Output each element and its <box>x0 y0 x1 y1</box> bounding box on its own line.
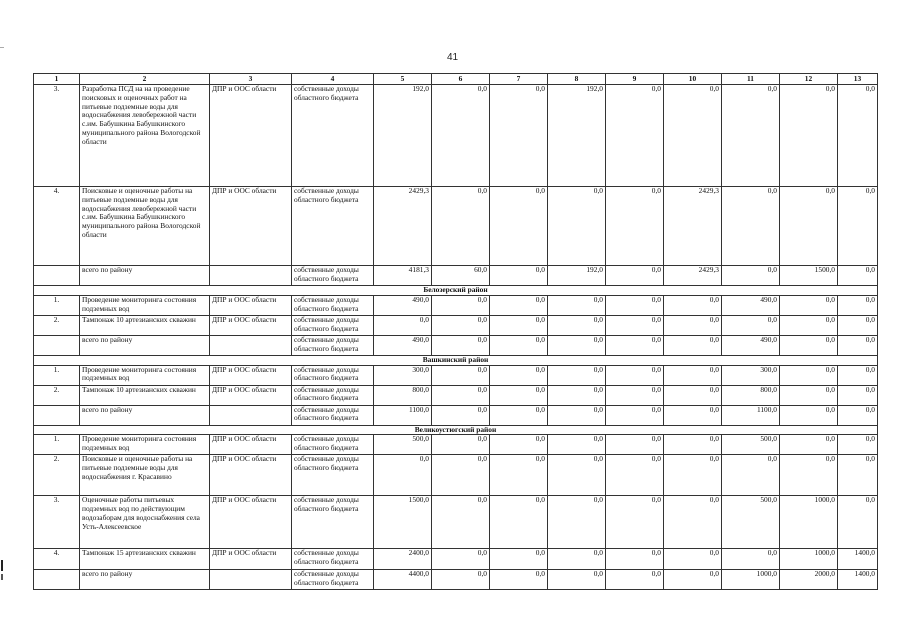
funding-source: собственные доходы областного бюджета <box>292 85 374 187</box>
amount-cell: 0,0 <box>606 570 664 590</box>
amount-cell: 800,0 <box>374 385 432 405</box>
column-number-header: 8 <box>548 74 606 85</box>
amount-cell: 1000,0 <box>722 570 780 590</box>
funding-source: собственные доходы областного бюджета <box>292 335 374 355</box>
amount-cell: 0,0 <box>722 266 780 286</box>
amount-cell: 0,0 <box>664 295 722 315</box>
amount-cell: 0,0 <box>780 435 838 455</box>
table-row <box>34 385 878 405</box>
amount-cell: 0,0 <box>548 385 606 405</box>
amount-cell: 0,0 <box>838 187 878 266</box>
amount-cell: 0,0 <box>606 187 664 266</box>
funding-source: собственные доходы областного бюджета <box>292 365 374 385</box>
amount-cell: 0,0 <box>780 405 838 425</box>
table-row <box>34 295 878 315</box>
amount-cell: 500,0 <box>722 435 780 455</box>
amount-cell: 0,0 <box>664 335 722 355</box>
amount-cell: 0,0 <box>780 295 838 315</box>
activity-description: Тампонаж 10 артезианских скважин <box>80 385 210 405</box>
responsible-executor: ДПР и ООС области <box>210 496 292 549</box>
amount-cell: 0,0 <box>838 496 878 549</box>
amount-cell: 500,0 <box>722 496 780 549</box>
activity-description: Проведение мониторинга состояния подземных вод <box>80 435 210 455</box>
amount-cell: 1000,0 <box>780 496 838 549</box>
amount-cell: 0,0 <box>606 335 664 355</box>
margin-tick <box>0 47 4 48</box>
responsible-executor: ДПР и ООС области <box>210 435 292 455</box>
amount-cell: 0,0 <box>664 315 722 335</box>
amount-cell: 0,0 <box>548 365 606 385</box>
amount-cell: 0,0 <box>606 405 664 425</box>
column-number-header: 11 <box>722 74 780 85</box>
district-name: Великоустюгский район <box>34 425 878 435</box>
activity-description: всего по району <box>80 570 210 590</box>
column-number-header: 7 <box>490 74 548 85</box>
activity-description: Поисковые и оценочные работы на питьевые подземные воды для водоснабжения левобережной части с.им. Бабушкина Бабушкинского муниципального района Вологодской области <box>80 187 210 266</box>
amount-cell: 192,0 <box>374 85 432 187</box>
amount-cell: 0,0 <box>490 295 548 315</box>
table-row <box>34 405 878 425</box>
column-number-header: 4 <box>292 74 374 85</box>
amount-cell: 0,0 <box>606 385 664 405</box>
table-row <box>34 315 878 335</box>
amount-cell: 0,0 <box>432 435 490 455</box>
column-number-header: 12 <box>780 74 838 85</box>
responsible-executor: ДПР и ООС области <box>210 85 292 187</box>
amount-cell: 1100,0 <box>722 405 780 425</box>
amount-cell: 0,0 <box>838 435 878 455</box>
amount-cell: 0,0 <box>548 435 606 455</box>
funding-source: собственные доходы областного бюджета <box>292 455 374 496</box>
amount-cell: 0,0 <box>606 85 664 187</box>
amount-cell: 60,0 <box>432 266 490 286</box>
amount-cell: 0,0 <box>432 570 490 590</box>
amount-cell: 0,0 <box>838 405 878 425</box>
amount-cell: 1400,0 <box>838 549 878 570</box>
table-row <box>34 455 878 496</box>
amount-cell: 0,0 <box>838 85 878 187</box>
amount-cell: 0,0 <box>722 187 780 266</box>
row-number <box>34 335 80 355</box>
activity-description: Тампонаж 10 артезианских скважин <box>80 315 210 335</box>
amount-cell: 0,0 <box>490 435 548 455</box>
amount-cell: 0,0 <box>548 549 606 570</box>
amount-cell: 0,0 <box>432 85 490 187</box>
amount-cell: 0,0 <box>606 295 664 315</box>
amount-cell: 0,0 <box>780 455 838 496</box>
amount-cell: 0,0 <box>606 496 664 549</box>
amount-cell: 0,0 <box>780 85 838 187</box>
row-number: 1. <box>34 435 80 455</box>
amount-cell: 0,0 <box>490 496 548 549</box>
amount-cell: 0,0 <box>722 455 780 496</box>
table-row <box>34 549 878 570</box>
amount-cell: 500,0 <box>374 435 432 455</box>
column-number-row <box>34 74 878 85</box>
responsible-executor <box>210 570 292 590</box>
district-name: Вашкинский район <box>34 355 878 365</box>
row-number: 3. <box>34 85 80 187</box>
amount-cell: 0,0 <box>490 187 548 266</box>
district-header-row <box>34 425 878 435</box>
amount-cell: 490,0 <box>722 295 780 315</box>
amount-cell: 0,0 <box>490 455 548 496</box>
column-number-header: 5 <box>374 74 432 85</box>
margin-mark <box>1 560 3 571</box>
amount-cell: 0,0 <box>664 570 722 590</box>
row-number: 2. <box>34 315 80 335</box>
activity-description: Проведение мониторинга состояния подземных вод <box>80 365 210 385</box>
amount-cell: 0,0 <box>838 455 878 496</box>
amount-cell: 0,0 <box>490 266 548 286</box>
amount-cell: 0,0 <box>664 455 722 496</box>
amount-cell: 2429,3 <box>664 266 722 286</box>
table-row <box>34 266 878 286</box>
row-number <box>34 405 80 425</box>
row-number: 1. <box>34 365 80 385</box>
column-number-header: 9 <box>606 74 664 85</box>
funding-source: собственные доходы областного бюджета <box>292 405 374 425</box>
funding-source: собственные доходы областного бюджета <box>292 385 374 405</box>
amount-cell: 1000,0 <box>780 549 838 570</box>
amount-cell: 0,0 <box>780 365 838 385</box>
amount-cell: 0,0 <box>664 496 722 549</box>
row-number: 4. <box>34 549 80 570</box>
activity-description: всего по району <box>80 405 210 425</box>
amount-cell: 0,0 <box>432 187 490 266</box>
amount-cell: 0,0 <box>606 315 664 335</box>
funding-source: собственные доходы областного бюджета <box>292 496 374 549</box>
amount-cell: 0,0 <box>664 435 722 455</box>
district-header-row <box>34 355 878 365</box>
activity-description: Поисковые и оценочные работы на питьевые подземные воды для водоснабжения г. Красавино <box>80 455 210 496</box>
amount-cell: 0,0 <box>490 85 548 187</box>
amount-cell: 0,0 <box>664 385 722 405</box>
amount-cell: 0,0 <box>432 315 490 335</box>
row-number: 4. <box>34 187 80 266</box>
amount-cell: 0,0 <box>722 549 780 570</box>
responsible-executor <box>210 266 292 286</box>
amount-cell: 0,0 <box>548 455 606 496</box>
amount-cell: 0,0 <box>780 335 838 355</box>
amount-cell: 490,0 <box>374 335 432 355</box>
table-row <box>34 570 878 590</box>
amount-cell: 0,0 <box>780 385 838 405</box>
activity-description: всего по району <box>80 266 210 286</box>
activity-description: Проведение мониторинга состояния подземных вод <box>80 295 210 315</box>
amount-cell: 0,0 <box>606 549 664 570</box>
amount-cell: 0,0 <box>664 549 722 570</box>
amount-cell: 2429,3 <box>374 187 432 266</box>
responsible-executor <box>210 335 292 355</box>
amount-cell: 0,0 <box>432 455 490 496</box>
amount-cell: 0,0 <box>722 315 780 335</box>
amount-cell: 0,0 <box>838 335 878 355</box>
column-number-header: 3 <box>210 74 292 85</box>
district-name: Белозерский район <box>34 286 878 296</box>
amount-cell: 0,0 <box>548 295 606 315</box>
amount-cell: 0,0 <box>548 496 606 549</box>
amount-cell: 0,0 <box>606 455 664 496</box>
amount-cell: 1400,0 <box>838 570 878 590</box>
row-number: 3. <box>34 496 80 549</box>
amount-cell: 0,0 <box>838 295 878 315</box>
amount-cell: 0,0 <box>548 335 606 355</box>
amount-cell: 0,0 <box>490 365 548 385</box>
row-number <box>34 266 80 286</box>
funding-source: собственные доходы областного бюджета <box>292 315 374 335</box>
table-row <box>34 335 878 355</box>
amount-cell: 0,0 <box>664 405 722 425</box>
amount-cell: 0,0 <box>490 385 548 405</box>
row-number: 2. <box>34 455 80 496</box>
table-row <box>34 435 878 455</box>
column-number-header: 6 <box>432 74 490 85</box>
amount-cell: 4400,0 <box>374 570 432 590</box>
amount-cell: 0,0 <box>838 365 878 385</box>
funding-source: собственные доходы областного бюджета <box>292 295 374 315</box>
responsible-executor: ДПР и ООС области <box>210 385 292 405</box>
amount-cell: 0,0 <box>432 549 490 570</box>
amount-cell: 1100,0 <box>374 405 432 425</box>
amount-cell: 0,0 <box>722 85 780 187</box>
amount-cell: 0,0 <box>432 365 490 385</box>
row-number: 2. <box>34 385 80 405</box>
activity-description: всего по району <box>80 335 210 355</box>
amount-cell: 1500,0 <box>780 266 838 286</box>
funding-source: собственные доходы областного бюджета <box>292 435 374 455</box>
funding-source: собственные доходы областного бюджета <box>292 549 374 570</box>
table-row <box>34 187 878 266</box>
activity-description: Разработка ПСД на на проведение поисковых и оценочных работ на питьевые подземные воды для водоснабжения левобережной части с.им. Бабушкина Бабушкинского муниципального района Вологодской области <box>80 85 210 187</box>
amount-cell: 1500,0 <box>374 496 432 549</box>
amount-cell: 800,0 <box>722 385 780 405</box>
amount-cell: 4181,3 <box>374 266 432 286</box>
amount-cell: 0,0 <box>548 187 606 266</box>
amount-cell: 300,0 <box>722 365 780 385</box>
amount-cell: 2400,0 <box>374 549 432 570</box>
amount-cell: 192,0 <box>548 85 606 187</box>
amount-cell: 0,0 <box>432 335 490 355</box>
table-row <box>34 85 878 187</box>
amount-cell: 0,0 <box>548 315 606 335</box>
amount-cell: 0,0 <box>490 570 548 590</box>
amount-cell: 2000,0 <box>780 570 838 590</box>
amount-cell: 0,0 <box>838 385 878 405</box>
amount-cell: 0,0 <box>548 570 606 590</box>
responsible-executor: ДПР и ООС области <box>210 315 292 335</box>
amount-cell: 0,0 <box>490 335 548 355</box>
row-number <box>34 570 80 590</box>
margin-mark <box>1 574 3 580</box>
responsible-executor: ДПР и ООС области <box>210 455 292 496</box>
column-number-header: 2 <box>80 74 210 85</box>
amount-cell: 0,0 <box>838 315 878 335</box>
amount-cell: 0,0 <box>490 549 548 570</box>
amount-cell: 192,0 <box>548 266 606 286</box>
amount-cell: 0,0 <box>490 405 548 425</box>
funding-source: собственные доходы областного бюджета <box>292 266 374 286</box>
amount-cell: 0,0 <box>432 385 490 405</box>
responsible-executor: ДПР и ООС области <box>210 295 292 315</box>
row-number: 1. <box>34 295 80 315</box>
table-row <box>34 365 878 385</box>
responsible-executor: ДПР и ООС области <box>210 187 292 266</box>
activity-description: Тампонаж 15 артезианских скважин <box>80 549 210 570</box>
amount-cell: 0,0 <box>548 405 606 425</box>
budget-table <box>33 73 878 590</box>
responsible-executor: ДПР и ООС области <box>210 365 292 385</box>
amount-cell: 0,0 <box>606 435 664 455</box>
amount-cell: 0,0 <box>374 315 432 335</box>
column-number-header: 1 <box>34 74 80 85</box>
amount-cell: 490,0 <box>722 335 780 355</box>
amount-cell: 0,0 <box>374 455 432 496</box>
responsible-executor <box>210 405 292 425</box>
district-header-row <box>34 286 878 296</box>
page-number: 41 <box>446 52 459 63</box>
amount-cell: 0,0 <box>432 496 490 549</box>
amount-cell: 0,0 <box>780 187 838 266</box>
activity-description: Оценочные работы питьевых подземных вод по действующим водозаборам для водоснабжения села Усть-Алексеевское <box>80 496 210 549</box>
column-number-header: 13 <box>838 74 878 85</box>
amount-cell: 2429,3 <box>664 187 722 266</box>
amount-cell: 0,0 <box>664 85 722 187</box>
amount-cell: 0,0 <box>838 266 878 286</box>
table-row <box>34 496 878 549</box>
document-table-wrapper <box>33 73 878 590</box>
amount-cell: 0,0 <box>432 295 490 315</box>
funding-source: собственные доходы областного бюджета <box>292 187 374 266</box>
amount-cell: 490,0 <box>374 295 432 315</box>
amount-cell: 0,0 <box>606 266 664 286</box>
amount-cell: 0,0 <box>432 405 490 425</box>
amount-cell: 0,0 <box>780 315 838 335</box>
funding-source: собственные доходы областного бюджета <box>292 570 374 590</box>
amount-cell: 0,0 <box>606 365 664 385</box>
amount-cell: 300,0 <box>374 365 432 385</box>
amount-cell: 0,0 <box>664 365 722 385</box>
column-number-header: 10 <box>664 74 722 85</box>
amount-cell: 0,0 <box>490 315 548 335</box>
responsible-executor: ДПР и ООС области <box>210 549 292 570</box>
